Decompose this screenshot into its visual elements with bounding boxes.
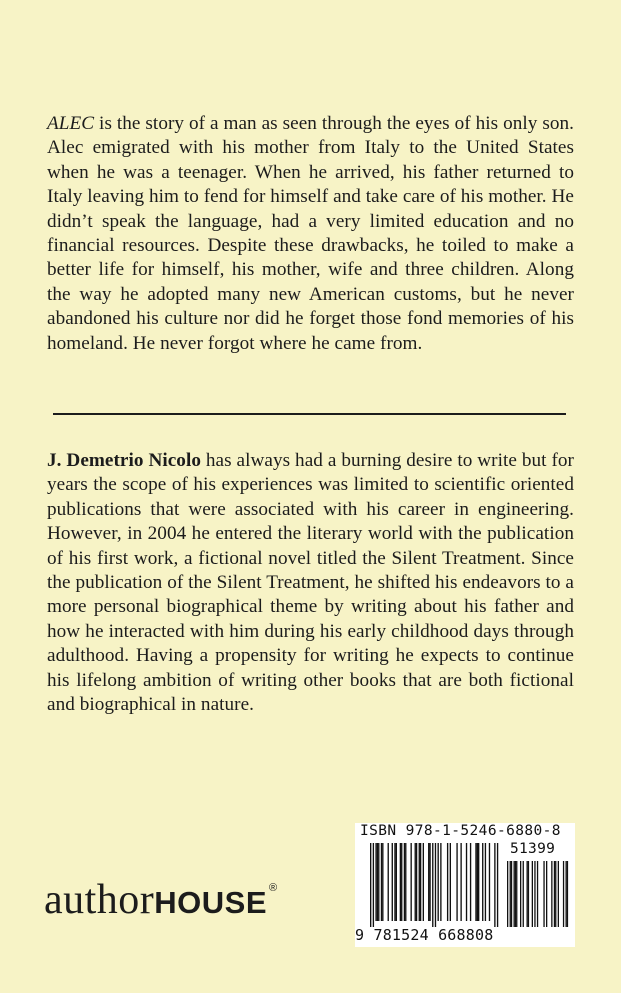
barcode-bar xyxy=(400,843,401,921)
addon-bar xyxy=(563,861,564,927)
barcode-bar xyxy=(435,843,436,927)
addon-bar xyxy=(520,861,521,927)
synopsis-text: is the story of a man as seen through the eyes of his only son. Alec emigrated with his mother from Italy to the United States when he was a teenager. When he arrived, his father returned to Italy leaving him to fend for himself and take care of his mother. He didn’t speak the language, had a very limited education and no financial resources. Despite these drawbacks, he toiled to make a better life for himself, his mother, wife and three children. Along the way he adopted many new American customs, but he never abandoned his culture nor did he forget those fond memories of his homeland. He never forgot where he came from. xyxy=(47,113,574,354)
addon-bar xyxy=(555,861,556,927)
price-code: 51399 xyxy=(510,841,556,857)
bio-text: has always had a burning desire to write but for years the scope of his experiences was limited to scientific oriented publications that were associated with his career in engineering. However, in 2004 he entered the literary world with the publication of his first work, a fictional novel titled the Silent Treatment. Since the publication of the Silent Treatment, he shifted his endeavors to a more personal biographical theme by writing about his father and how he interacted with him during his early childhood days through adulthood. Having a propensity for writing he expects to continue his lifelong ambition of writing other books that are both fictional and biographical in nature. xyxy=(47,450,574,716)
barcode-bar xyxy=(396,843,397,921)
barcode-bar xyxy=(429,843,430,921)
barcode-bar xyxy=(438,843,439,921)
barcode-bar xyxy=(378,843,379,921)
barcode-bar xyxy=(482,843,483,921)
addon-bar xyxy=(527,861,528,927)
addon-bar xyxy=(515,861,516,927)
barcode-bar xyxy=(447,843,448,921)
addon-bar xyxy=(514,861,515,927)
addon-bar xyxy=(523,861,524,927)
barcode-bar xyxy=(382,843,383,921)
barcode-bar xyxy=(440,843,441,921)
addon-bar xyxy=(543,861,544,927)
barcode-bar xyxy=(423,843,424,921)
barcode-bar xyxy=(419,843,420,921)
barcode-bar xyxy=(401,843,402,921)
barcode-bar xyxy=(460,843,461,921)
barcode-bar xyxy=(485,843,486,921)
addon-bar xyxy=(534,861,535,927)
barcode-bar xyxy=(394,843,395,921)
barcode-bar xyxy=(411,843,412,921)
barcode-bar xyxy=(497,843,498,927)
barcode-bar xyxy=(478,843,479,921)
publisher-logo xyxy=(44,876,277,926)
barcode-bar xyxy=(373,843,374,927)
barcode-bar xyxy=(404,843,405,921)
addon-bar xyxy=(532,861,533,927)
barcode-bar xyxy=(428,843,429,921)
addon-bar xyxy=(554,861,555,927)
barcode-bar xyxy=(475,843,476,921)
addon-bar xyxy=(537,861,538,927)
barcode-bar xyxy=(494,843,495,927)
addon-bar xyxy=(511,861,512,927)
publisher-logo-upper: HOUSE xyxy=(154,885,268,920)
addon-bar xyxy=(528,861,529,927)
section-divider xyxy=(53,413,566,415)
addon-bar xyxy=(558,861,559,927)
barcode-bar xyxy=(456,843,457,921)
barcode-bar xyxy=(420,843,421,921)
barcode-bar xyxy=(388,843,389,921)
synopsis-paragraph xyxy=(47,112,574,356)
ean-digits: 9 781524 668808 xyxy=(355,926,494,944)
barcode-bar xyxy=(392,843,393,921)
addon-bar xyxy=(507,861,508,927)
barcode-bar xyxy=(370,843,371,927)
barcode-bar xyxy=(377,843,378,921)
barcode-bar xyxy=(405,843,406,921)
publisher-logo-lower: author xyxy=(44,877,155,923)
addon-bar xyxy=(510,861,511,927)
isbn-barcode xyxy=(355,823,575,947)
barcode-bar xyxy=(416,843,417,921)
barcode-bar xyxy=(432,843,433,927)
barcode-bar xyxy=(450,843,451,921)
barcode-bar xyxy=(470,843,471,921)
addon-bar xyxy=(567,861,568,927)
isbn-label: ISBN 978-1-5246-6880-8 xyxy=(360,823,561,839)
author-name: J. Demetrio Nicolo xyxy=(47,450,201,471)
book-title: ALEC xyxy=(47,113,95,134)
barcode-bar xyxy=(477,843,478,921)
barcode-bar xyxy=(375,843,376,921)
barcode-bar xyxy=(381,843,382,921)
addon-bar xyxy=(566,861,567,927)
author-bio-paragraph xyxy=(47,449,574,717)
addon-bar xyxy=(551,861,552,927)
barcode-bar xyxy=(466,843,467,921)
addon-bar xyxy=(546,861,547,927)
barcode-bar xyxy=(489,843,490,921)
barcode-bar xyxy=(415,843,416,921)
addon-bar xyxy=(516,861,517,927)
registered-mark: ® xyxy=(269,882,278,894)
